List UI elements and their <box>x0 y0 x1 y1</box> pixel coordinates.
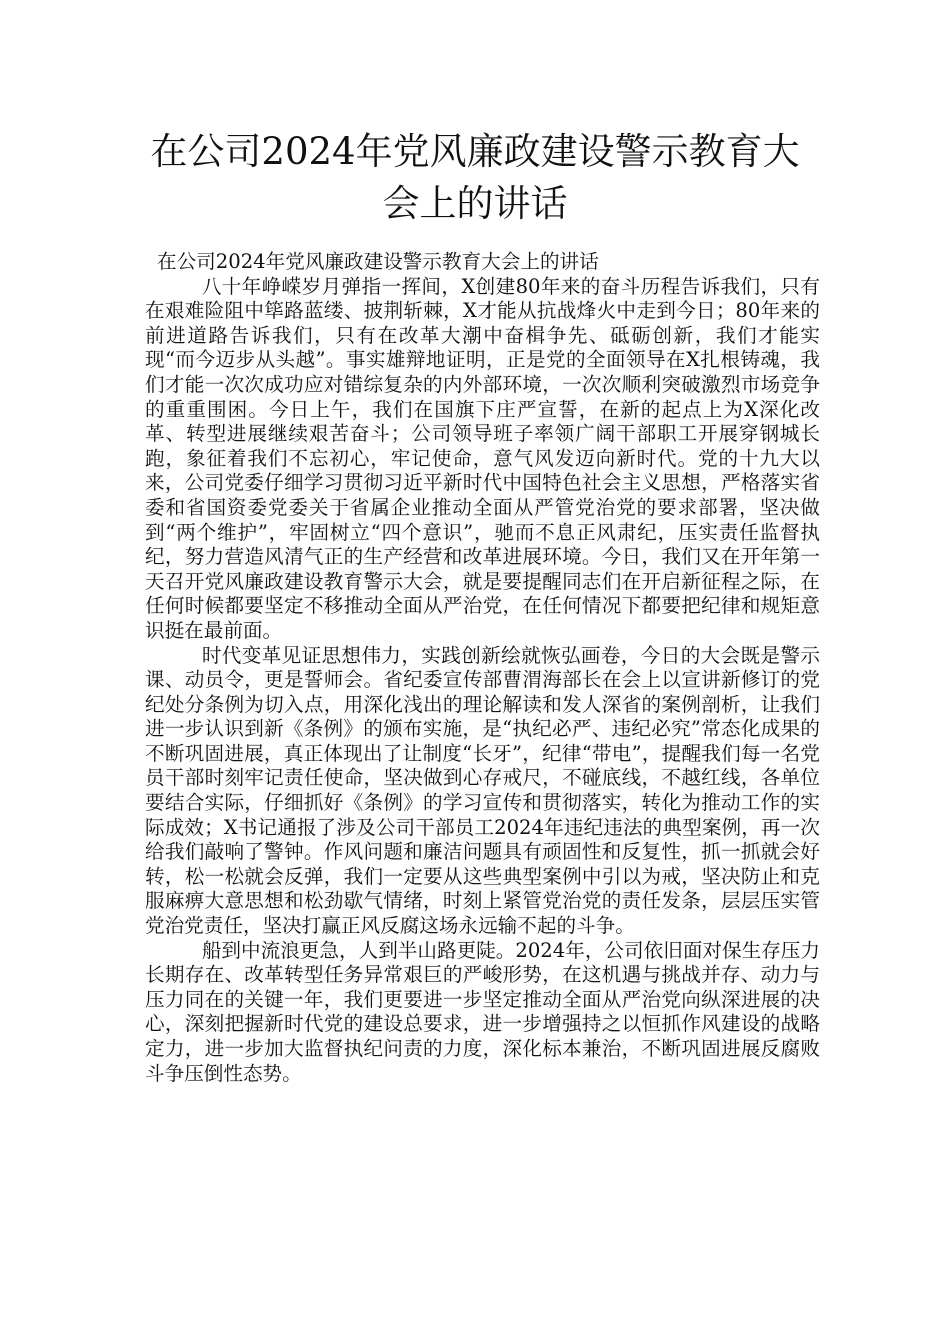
document-title: 在公司2024年党风廉政建设警示教育大会上的讲话 <box>150 130 800 225</box>
paragraph-1: 八十年峥嵘岁月弹指一挥间，X创建80年来的奋斗历程告诉我们，只有在艰难险阻中筚路蓝缕、披荆斩棘，X才能从抗战烽火中走到今日；80年来的前进道路告诉我们，只有在改革大潮中奋楫争先、砥砺创新，我们才能实现“而今迈步从头越”。事实雄辩地证明，正是党的全面领导在X扎根铸魂，我们才能一次次成功应对错综复杂的内外部环境，一次次顺利突破激烈市场竞争的重重围困。今日上午，我们在国旗下庄严宣誓，在新的起点上为X深化改革、转型进展继续艰苦奋斗；公司领导班子率领广阔干部职工开展穿钢城长跑，象征着我们不忘初心，牢记使命，意气风发迈向新时代。党的十九大以来，公司党委仔细学习贯彻习近平新时代中国特色社会主义思想，严格落实省委和省国资委党委关于省属企业推动全面从严管党治党的要求部署，坚决做到“两个维护”，牢固树立“四个意识”，驰而不息正风肃纪，压实责任监督执纪，努力营造风清气正的生产经营和改革进展环境。今日，我们又在开年第一天召开党风廉政建设教育警示大会，就是要提醒同志们在开启新征程之际，在任何时候都要坚定不移推动全面从严治党，在任何情况下都要把纪律和规矩意识挺在最前面。 <box>145 274 820 642</box>
paragraph-2: 时代变革见证思想伟力，实践创新绘就恢弘画卷，今日的大会既是警示课、动员令，更是誓师会。省纪委宣传部曹渭海部长在会上以宣讲新修订的党纪处分条例为切入点，用深化浅出的理论解读和发人深省的案例剖析，让我们进一步认识到新《条例》的颁布实施，是“执纪必严、违纪必究”常态化成果的不断巩固进展，真正体现出了让制度“长牙”，纪律“带电”，提醒我们每一名党员干部时刻牢记责任使命，坚决做到心存戒尺，不碰底线，不越红线，各单位要结合实际，仔细抓好《条例》的学习宣传和贯彻落实，转化为推动工作的实际成效；X书记通报了涉及公司干部员工2024年违纪违法的典型案例，再一次给我们敲响了警钟。作风问题和廉洁问题具有顽固性和反复性，抓一抓就会好转，松一松就会反弹，我们一定要从这些典型案例中引以为戒，坚决防止和克服麻痹大意思想和松劲歇气情绪，时刻上紧管党治党的责任发条，层层压实管党治党责任，坚决打赢正风反腐这场永远输不起的斗争。 <box>145 643 820 938</box>
paragraph-3: 船到中流浪更急，人到半山路更陡。2024年，公司依旧面对保生存压力长期存在、改革转型任务异常艰巨的严峻形势，在这机遇与挑战并存、动力与压力同在的关键一年，我们更要进一步坚定推动全面从严治党向纵深进展的决心，深刻把握新时代党的建设总要求，进一步增强持之以恒抓作风建设的战略定力，进一步加大监督执纪问责的力度，深化标本兼治，不断巩固进展反腐败斗争压倒性态势。 <box>145 938 820 1085</box>
document-subtitle: 在公司2024年党风廉政建设警示教育大会上的讲话 <box>157 250 599 273</box>
document-body <box>145 250 820 1086</box>
